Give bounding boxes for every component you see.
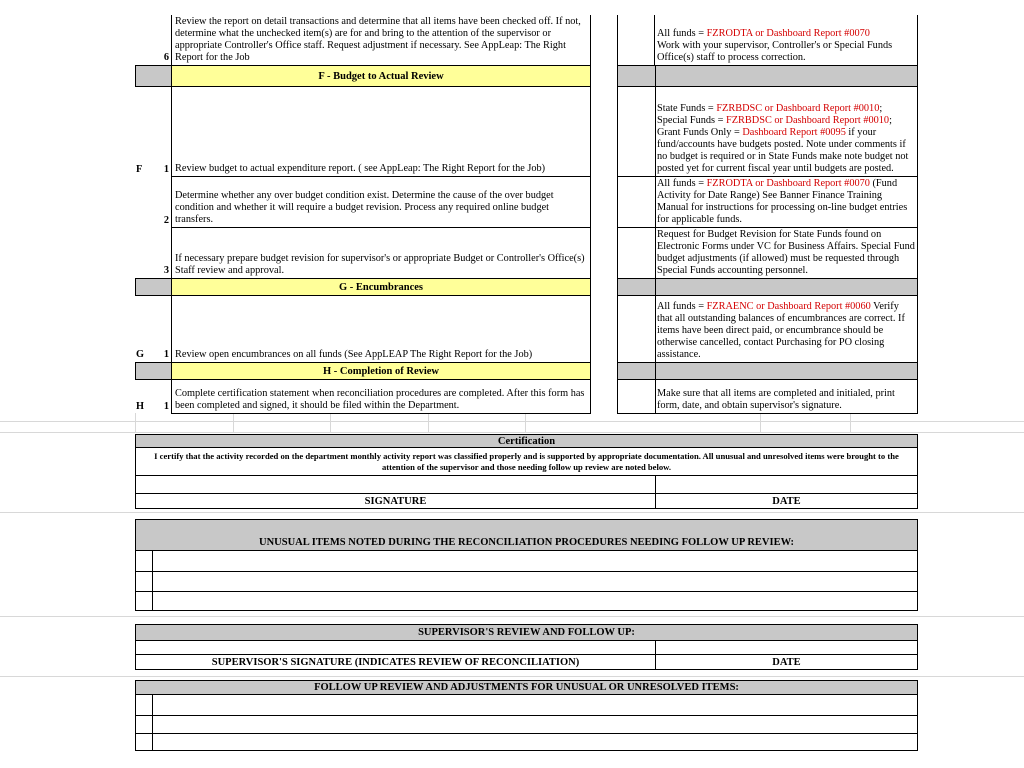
- supervisor-signature-label: SUPERVISOR'S SIGNATURE (INDICATES REVIEW OF RECONCILIATION): [135, 654, 656, 670]
- date-label: DATE: [655, 493, 918, 509]
- supervisor-review-title: SUPERVISOR'S REVIEW AND FOLLOW UP:: [135, 624, 918, 641]
- section-letter: H: [136, 401, 145, 412]
- section-header-spacer: [655, 278, 918, 296]
- section-f-title: F - Budget to Actual Review: [171, 65, 591, 87]
- unusual-items-title: UNUSUAL ITEMS NOTED DURING THE RECONCILIATION PROCEDURES NEEDING FOLLOW UP REVIEW:: [135, 519, 918, 551]
- row-number: 6: [163, 52, 169, 63]
- section-letter: F: [136, 164, 143, 175]
- reference-text: All funds = FZRODTA or Dashboard Report #0070 (Fund Activity for Date Range) See Banner Finance Training Manual for instructions for processing on-line budget entries for applicable funds.: [655, 177, 918, 228]
- unusual-item-input[interactable]: [152, 591, 918, 611]
- followup-item-input[interactable]: [152, 715, 918, 734]
- item-marker-cell: [135, 550, 153, 572]
- section-letter-cell: [135, 15, 151, 65]
- certification-title: Certification: [135, 434, 918, 448]
- item-marker-cell: [135, 694, 153, 716]
- row-number: 3: [163, 265, 169, 276]
- section-header-spacer: [617, 362, 656, 380]
- reference-text: Make sure that all items are completed and initialed, print form, date, and obtain supervisor's signature.: [655, 380, 918, 414]
- initials-cell[interactable]: [617, 177, 656, 228]
- reference-text: Request for Budget Revision for State Funds found on Electronic Forms under VC for Business Affairs. Special Fund budget adjustments (if allowed) must be requested through Special Funds accounting personnel.: [655, 228, 918, 278]
- supervisor-date-field[interactable]: [655, 640, 918, 655]
- reference-text: State Funds = FZRBDSC or Dashboard Report #0010; Special Funds = FZRBDSC or Dashboard Report #0010; Grant Funds Only = Dashboard Report #0095 if your fund/accounts have budgets posted. Note under comments if no budget is required or in State Funds make note budget not posted yet for current fiscal year until budgets are posted.: [655, 87, 918, 177]
- section-letter: G: [136, 349, 145, 360]
- section-header-spacer: [655, 65, 918, 87]
- procedure-text: Review budget to actual expenditure report. ( see AppLeap: The Right Report for the Job): [171, 87, 591, 177]
- signature-label: SIGNATURE: [135, 493, 656, 509]
- item-marker-cell: [135, 715, 153, 734]
- row-number: 1: [163, 349, 169, 360]
- followup-title: FOLLOW UP REVIEW AND ADJUSTMENTS FOR UNUSUAL OR UNRESOLVED ITEMS:: [135, 680, 918, 695]
- supervisor-date-label: DATE: [655, 654, 918, 670]
- initials-cell[interactable]: [617, 15, 655, 65]
- section-header-spacer: [135, 362, 172, 380]
- reference-text: All funds = FZRODTA or Dashboard Report #0070 Work with your supervisor, Controller's or Special Funds Office(s) staff to process correction.: [655, 15, 918, 65]
- unusual-item-input[interactable]: [152, 550, 918, 572]
- row-number: 1: [163, 401, 169, 412]
- procedure-text: Complete certification statement when reconciliation procedures are completed. After this form has been completed and signed, it should be filed within the Department.: [171, 380, 591, 414]
- section-h-title: H - Completion of Review: [171, 362, 591, 380]
- initials-cell[interactable]: [617, 228, 656, 278]
- initials-cell[interactable]: [617, 296, 656, 362]
- section-header-spacer: [617, 278, 656, 296]
- section-header-spacer: [135, 65, 172, 87]
- section-header-spacer: [135, 278, 172, 296]
- date-field[interactable]: [655, 475, 918, 494]
- certification-statement: I certify that the activity recorded on the department monthly activity report was classified properly and is supported by appropriate documentation. All unusual and unresolved items were brought to the attention of the supervisor and those needing follow up review are noted below.: [135, 448, 918, 476]
- procedure-text: Review the report on detail transactions and determine that all items have been checked off. If not, determine what the unchecked item(s) are for and bring to the attention of the supervisor or appropriate Controller's Office staff. Request adjustment if necessary. See AppLeap: The Right Report for the Job: [171, 15, 591, 65]
- row-number: 2: [163, 215, 169, 226]
- initials-cell[interactable]: [617, 87, 656, 177]
- reference-text: All funds = FZRAENC or Dashboard Report #0060 Verify that all outstanding balances of encumbrances are correct. If items have been direct paid, or encumbrance should be otherwise cancelled, contact Purchasing for PO closing assistance.: [655, 296, 918, 362]
- signature-field[interactable]: [135, 475, 656, 494]
- followup-item-input[interactable]: [152, 733, 918, 751]
- section-header-spacer: [617, 65, 656, 87]
- unusual-item-input[interactable]: [152, 571, 918, 592]
- item-marker-cell: [135, 591, 153, 611]
- procedure-text: If necessary prepare budget revision for supervisor's or appropriate Budget or Controller's Office(s) Staff review and approval.: [171, 228, 591, 278]
- row-number: 1: [163, 164, 169, 175]
- procedure-text: Determine whether any over budget condition exist. Determine the cause of the over budget condition and whether it will require a budget revision. Process any required online budget transfers.: [171, 177, 591, 228]
- initials-cell[interactable]: [617, 380, 656, 414]
- item-marker-cell: [135, 571, 153, 592]
- supervisor-signature-field[interactable]: [135, 640, 656, 655]
- procedure-text: Review open encumbrances on all funds (See AppLEAP The Right Report for the Job): [171, 296, 591, 362]
- section-g-title: G - Encumbrances: [171, 278, 591, 296]
- item-marker-cell: [135, 733, 153, 751]
- followup-item-input[interactable]: [152, 694, 918, 716]
- section-header-spacer: [655, 362, 918, 380]
